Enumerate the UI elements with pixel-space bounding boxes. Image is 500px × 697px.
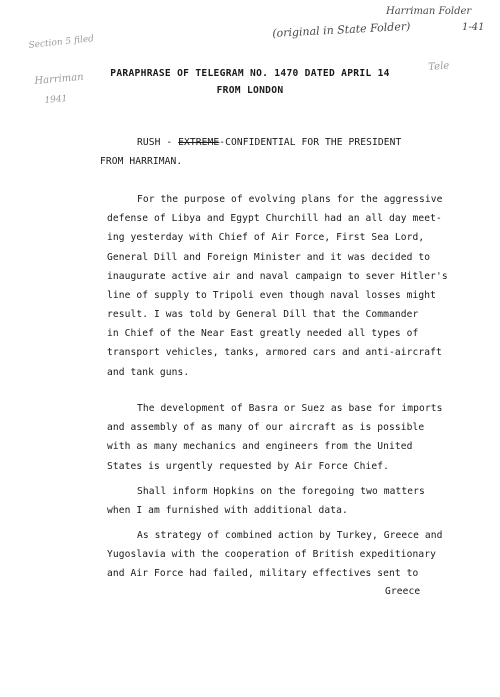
body-line: For the purpose of evolving plans for the aggressive	[137, 194, 443, 205]
body-line: The development of Basra or Suez as base for imports	[137, 403, 443, 414]
body-line: inaugurate active air and naval campaign to sever Hitler's	[107, 271, 448, 282]
body-line: and tank guns.	[107, 367, 190, 378]
body-line: in Chief of the Near East greatly needed all types of	[107, 328, 419, 339]
body-line: ing yesterday with Chief of Air Force, First Sea Lord,	[107, 232, 425, 243]
body-line: Yugoslavia with the cooperation of British expeditionary	[107, 549, 437, 560]
addressee-from: FROM HARRIMAN.	[100, 156, 183, 167]
struck-word: EXTREME	[178, 137, 220, 148]
body-line: with as many mechanics and engineers from the United	[107, 441, 413, 452]
handwritten-left-note: Section 5 filed	[28, 34, 95, 51]
handwritten-date-note: 1-41	[462, 22, 485, 33]
telegram-origin: FROM LONDON	[216, 85, 284, 96]
body-line: result. I was told by General Dill that the Commander	[107, 309, 419, 320]
handwritten-left-note: Harriman	[34, 71, 85, 87]
telegram-title: PARAPHRASE OF TELEGRAM NO. 1470 DATED APRIL 14	[110, 68, 390, 79]
body-line: and Air Force had failed, military effectives sent to	[107, 568, 419, 579]
handwritten-folder-note: Harriman Folder	[386, 6, 472, 17]
addressee-line	[137, 137, 401, 148]
body-line: when I am furnished with additional data.	[107, 505, 348, 516]
addressee-prefix: RUSH -	[137, 137, 179, 148]
addressee-rest: -CONFIDENTIAL FOR THE PRESIDENT	[219, 137, 402, 148]
continuation-word: Greece	[385, 586, 421, 597]
body-line: Shall inform Hopkins on the foregoing two matters	[137, 486, 425, 497]
body-line: General Dill and Foreign Minister and it was decided to	[107, 252, 431, 263]
body-line: States is urgently requested by Air Force Chief.	[107, 461, 390, 472]
body-line: and assembly of as many of our aircraft as is possible	[107, 422, 425, 433]
handwritten-right-note: Tele	[428, 60, 450, 73]
handwritten-left-note: 1941	[44, 93, 68, 106]
handwritten-original-note: (original in State Folder)	[271, 19, 411, 40]
body-line: As strategy of combined action by Turkey, Greece and	[137, 530, 443, 541]
body-line: defense of Libya and Egypt Churchill had an all day meet-	[107, 213, 442, 224]
body-line: transport vehicles, tanks, armored cars and anti-aircraft	[107, 347, 442, 358]
body-line: line of supply to Tripoli even though naval losses might	[107, 290, 437, 301]
